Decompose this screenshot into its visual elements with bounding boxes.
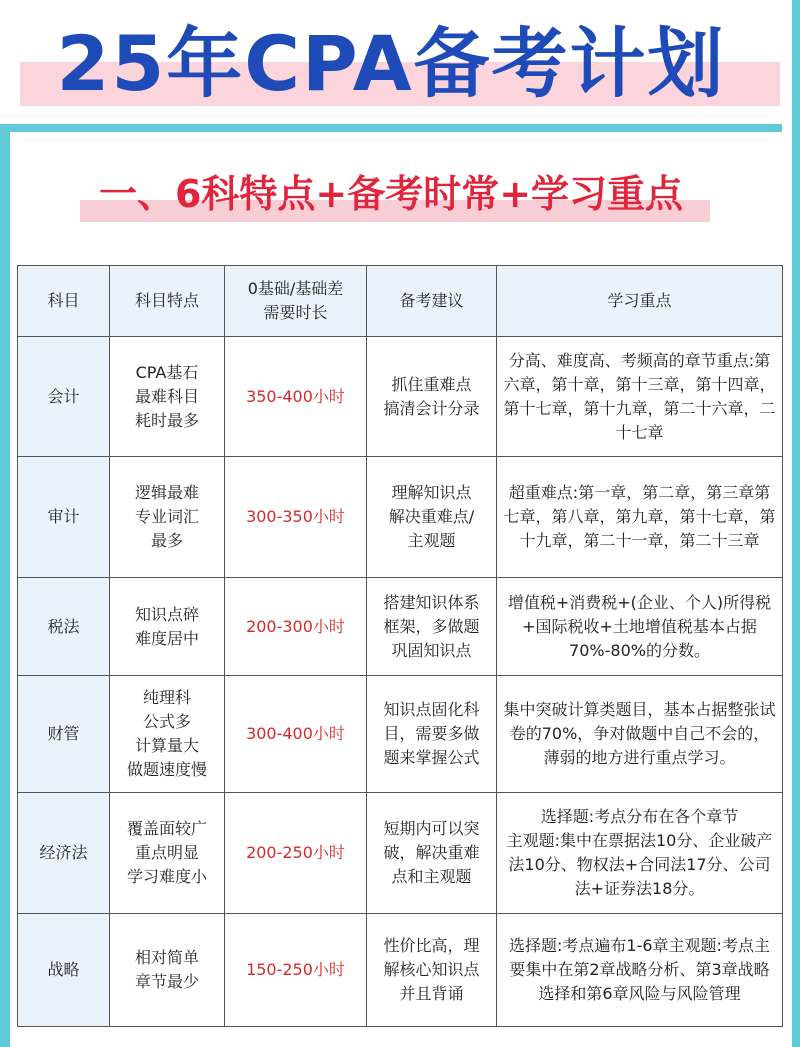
header-hours: 0基础/基础差 需要时长 [225,266,367,337]
hours-cell: 200-300小时 [225,578,367,676]
features-cell: 纯理科 公式多 计算量大 做题速度慢 [110,676,225,793]
header-subject: 科目 [18,266,110,337]
header-features: 科目特点 [110,266,225,337]
subject-cell: 税法 [18,578,110,676]
advice-cell: 知识点固化科 目，需要多做 题来掌握公式 [367,676,497,793]
focus-cell: 超重难点:第一章，第二章，第三章第七章，第八章，第九章，第十七章，第十九章，第二十一章，第二十三章 [497,457,783,578]
focus-cell: 选择题:考点分布在各个章节 主观题:集中在票据法10分、企业破产法10分、物权法+合同法17分、公司法+证券法18分。 [497,793,783,914]
focus-cell: 选择题:考点遍布1-6章主观题:考点主要集中在第2章战略分析、第3章战略选择和第6章风险与风险管理 [497,914,783,1027]
study-plan-table [17,265,783,1027]
hours-cell: 150-250小时 [225,914,367,1027]
table-row [18,914,783,1027]
advice-cell: 短期内可以突 破，解决重难 点和主观题 [367,793,497,914]
hours-cell: 200-250小时 [225,793,367,914]
advice-cell: 理解知识点 解决重难点/ 主观题 [367,457,497,578]
subject-cell: 审计 [18,457,110,578]
focus-cell: 增值税+消费税+(企业、个人)所得税+国际税收+土地增值税基本占据70%-80%的分数。 [497,578,783,676]
header-advice: 备考建议 [367,266,497,337]
subject-cell: 战略 [18,914,110,1027]
table-header-row [18,266,783,337]
focus-cell: 分高、难度高、考频高的章节重点:第六章，第十章，第十三章，第十四章，第十七章，第十九章，第二十六章，二十七章 [497,337,783,457]
header-focus: 学习重点 [497,266,783,337]
table-row [18,457,783,578]
advice-cell: 性价比高，理 解核心知识点 并且背诵 [367,914,497,1027]
subject-cell: 财管 [18,676,110,793]
hours-cell: 300-400小时 [225,676,367,793]
features-cell: 逻辑最难 专业词汇 最多 [110,457,225,578]
advice-cell: 抓住重难点 搞清会计分录 [367,337,497,457]
table-row [18,676,783,793]
features-cell: 相对简单 章节最少 [110,914,225,1027]
hours-cell: 300-350小时 [225,457,367,578]
table-row [18,337,783,457]
subject-cell: 会计 [18,337,110,457]
section-subtitle: 一、6科特点+备考时常+学习重点 [98,172,684,216]
features-cell: 知识点碎 难度居中 [110,578,225,676]
table-row [18,793,783,914]
features-cell: 覆盖面较广 重点明显 学习难度小 [110,793,225,914]
advice-cell: 搭建知识体系 框架，多做题 巩固知识点 [367,578,497,676]
hours-cell: 350-400小时 [225,337,367,457]
page-title: 25年CPA备考计划 [56,19,726,108]
title-banner [0,0,782,132]
table-row [18,578,783,676]
focus-cell: 集中突破计算类题目，基本占据整张试卷的70%，争对做题中自己不会的，薄弱的地方进行重点学习。 [497,676,783,793]
features-cell: CPA基石 最难科目 耗时最多 [110,337,225,457]
subject-cell: 经济法 [18,793,110,914]
